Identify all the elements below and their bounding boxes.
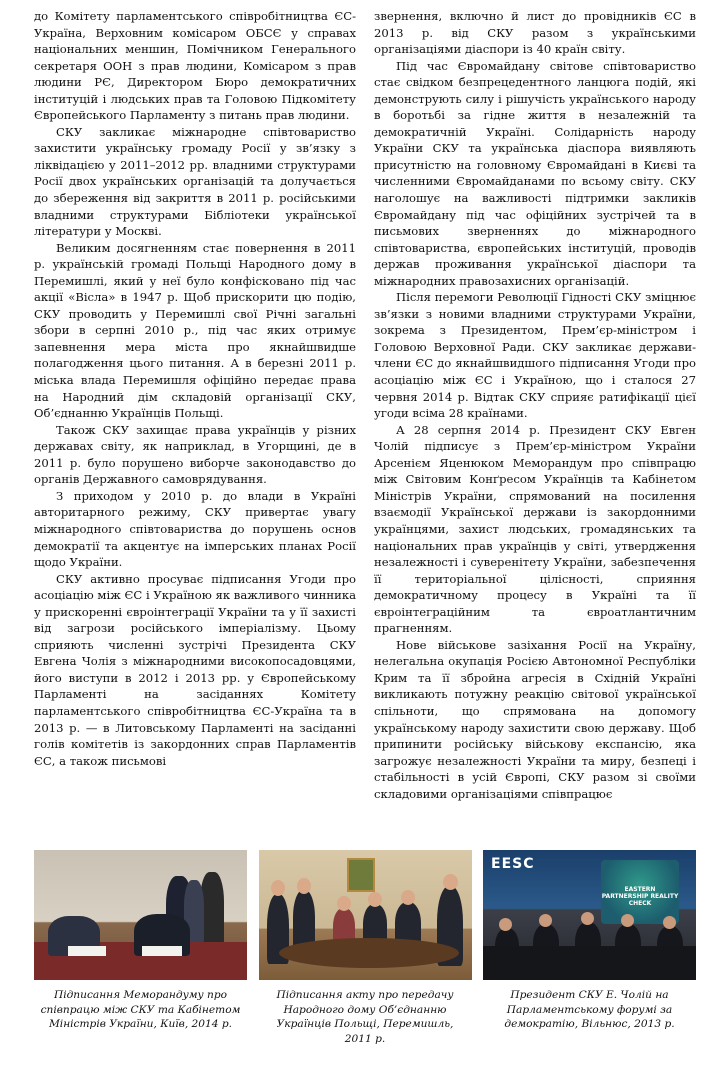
photo-caption: Президент СКУ Е. Чолій на Парламентському форумі за демократію, Вільнюс, 2013 р.	[504, 989, 675, 1030]
paragraph: до Комітету парламентського співробітництва ЄС-Україна, Верховним комісаром ОБСЄ у справах національних меншин, Помічником Генерального секретаря ООН з прав людини, Комісаром з прав людини РЄ, Директором Бюро демократичних інституцій і людських прав та Головою Підкомітету Європейського Парламенту з питань прав людини.	[34, 9, 356, 123]
banner-text: EASTERN PARTNERSHIP REALITY CHECK	[601, 886, 679, 907]
paragraph: Під час Євромайдану світове співтовариство стає свідком безпрецедентного ланцюга подій, які демонструють силу і рішучість українського народу в боротьбі за гідне життя в незалежній та демократичній Україні. Солідарність народу України СКУ та українська діаспора виявляють присутністю на головному Євромайдані в Києві та численними Євромайданами по всьому світу. СКУ наголошує на важливості підтримки закликів Євромайдану під час офіційних зустрічей та в письмових зверненнях до міжнародного співтовариства, європейських інституцій, проводів держав проживання української діаспори та міжнародних правозахисних організацій.	[374, 58, 696, 288]
paragraph: звернення, включно й лист до провідників ЄС в 2013 р. від СКУ разом з українськими організаціями діаспори із 40 країн світу.	[374, 9, 696, 57]
photo-image	[259, 850, 472, 980]
photo-parliament-forum	[483, 850, 696, 1046]
left-column	[34, 8, 356, 844]
photo-image	[483, 850, 696, 980]
paragraph: СКУ активно просуває підписання Угоди про асоціацію між ЄС і Україною як важливого чинника у прискоренні євроінтеграції України та у її захисті від загрози російського імперіалізму. Цьому сприяють численні зустрічі Президента СКУ Евгена Чолія з міжнародними високопосадовцями, його виступи в 2012 і 2013 рр. у Європейському Парламенті на засіданнях Комітету парламентського співробітництва ЄС-Україна та в 2013 р. — в Литовському Парламенті на засіданні голів комітетів із закордонних справ Парламентів ЄС, а також письмові	[34, 571, 356, 768]
paragraph: Нове військове зазіхання Росії на Україну, нелегальна окупація Росією Автономної Республіки Крим та її збройна агресія в Східній Україні викликають потужну реакцію світової української спільноти, що спрямована на допомогу українському народу захистити свою державу. Щоб припинити російську військову експансію, яка загрожує незалежності України та миру, безпеці і стабільності в усій Європі, СКУ разом зі своїми складовими організаціями співпрацює	[374, 637, 696, 801]
photo-caption: Підписання Меморандуму про співпрацю між СКУ та Кабінетом Міністрів України, Київ, 2014 р.	[40, 989, 241, 1030]
paragraph: Також СКУ захищає права українців у різних державах світу, як наприклад, в Угорщині, де в 2011 р. було порушено виборче законодавство до органів Державного самоврядування.	[34, 422, 356, 487]
paragraph: СКУ закликає міжнародне співтовариство захистити українську громаду Росії у зв’язку з ліквідацією у 2011–2012 рр. владними структурами Росії двох українських організацій та долучається до збереження від закриття в 2011 р. російськими владними структурами Бібліотеки української літератури у Москві.	[34, 124, 356, 239]
eesc-logo: EESC	[491, 856, 535, 872]
photo-narodnyi-dim	[259, 850, 472, 1046]
article-columns	[34, 8, 696, 844]
paragraph: Після перемоги Революції Гідності СКУ зміцнює зв’язки з новими владними структурами України, зокрема з Президентом, Прем’єр-міністром і Головою Верховної Ради. СКУ закликає держави-члени ЄС до якнайшвидшого підписання Угоди про асоціацію між ЄС і Україною, що і сталося 27 червня 2014 р. Відтак СКУ сприяє ратифікації цієї угоди всіма 28 країнами.	[374, 290, 696, 421]
photo-strip	[34, 850, 696, 1046]
paragraph: Великим досягненням стає повернення в 2011 р. українській громаді Польщі Народного дому в Перемишлі, який у неї було конфісковано під час акції «Вісла» в 1947 р. Щоб прискорити цю подію, СКУ проводить у Перемишлі свої Річні загальні збори в серпні 2010 р., під час яких отримує запевнення мера міста про якнайшвидше полагодження цього питання. А в березні 2011 р. міська влада Перемишля офіційно передає права на Народний дім складовій організації СКУ, Об’єднанню Українців Польщі.	[34, 240, 356, 421]
banner-image	[601, 860, 679, 924]
paragraph: А 28 серпня 2014 р. Президент СКУ Евген Чолій підписує з Прем’єр-міністром України Арсенієм Яценюком Меморандум про співпрацю між Світовим Конґресом Українців та Кабінетом Міністрів України, спрямований на посилення взаємодії Української держави із закордонними українцями, захист людських, громадянських та національних прав українців у світі, утвердження незалежності і суверенітету України, забезпечення її територіальної цілісності, сприяння демократичному процесу в Україні та її євроінтеграційним та євроатлантичним прагненням.	[374, 422, 696, 636]
photo-image	[34, 850, 247, 980]
photo-memorandum	[34, 850, 247, 1046]
right-column	[374, 8, 696, 844]
photo-caption: Підписання акту про передачу Народного дому Об’єднанню Українців Польщі, Перемишль, 2011 р.	[276, 989, 454, 1045]
paragraph: З приходом у 2010 р. до влади в Україні авторитарного режиму, СКУ привертає увагу міжнародного співтовариства до порушень основ демократії та акцентує на імперських планах Росії щодо України.	[34, 488, 356, 570]
